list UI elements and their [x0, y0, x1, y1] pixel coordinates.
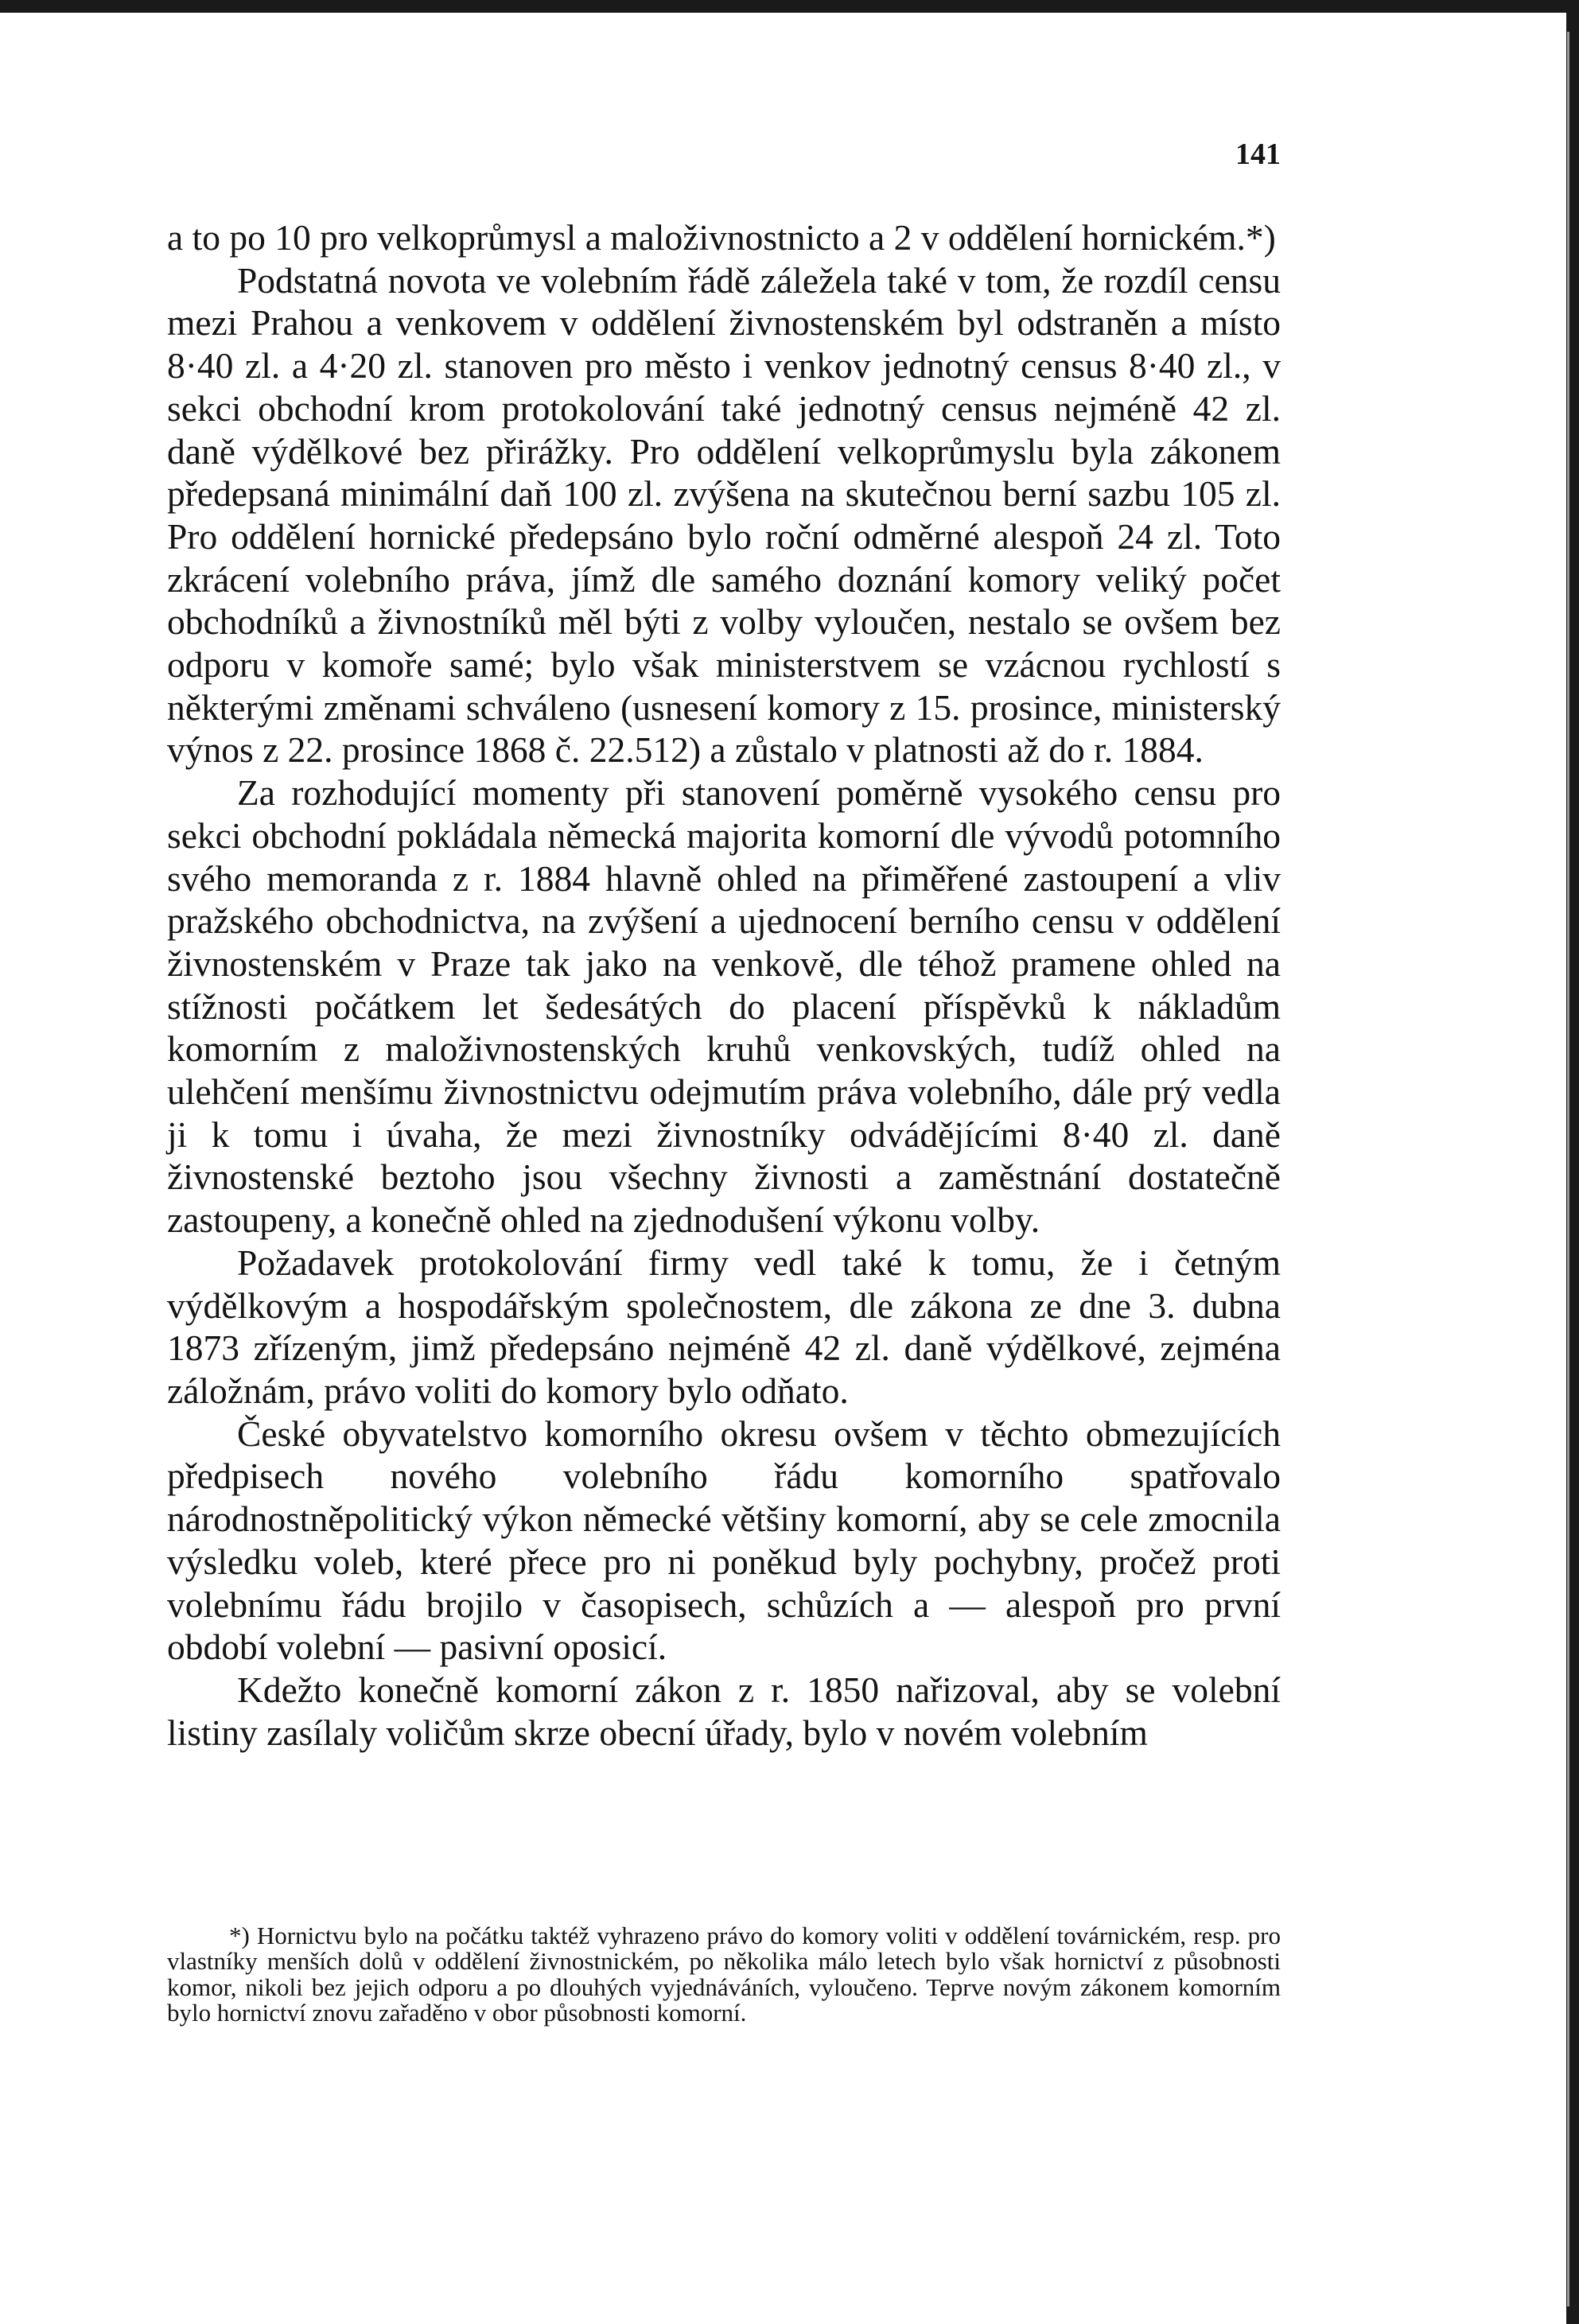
paragraph-czech-population: České obyvatelstvo komorního okresu ovšem v těchto obmezujících předpisech nového volebního řádu komorního spatřovalo národnostněpolitický výkon německé většiny komorní, aby se cele zmocnila výsledku voleb, které přece pro ni poněkud byly pochybny, pročež proti volebnímu řádu brojilo v časopisech, schůzích a — alespoň pro první období volební — pasivní oposicí.	[167, 1413, 1281, 1668]
paragraph-decisive-moments: Za rozhodující momenty při stanovení poměrně vysokého censu pro sekci obchodní pokládala německá majorita komorní dle vývodů potomního svého memoranda z r. 1884 hlavně ohled na přiměřené zastoupení a vliv pražského obchodnictva, na zvýšení a ujednocení berního censu v oddělení živnostenském v Praze tak jako na venkově, dle téhož pramene ohled na stížnosti počátkem let šedesátých do placení příspěvků k nákladům komorním z maloživnostenských kruhů venkovských, tudíž ohled na ulehčení menšímu živnostnictvu odejmutím práva volebního, dále prý vedla ji k tomu i úvaha, že mezi živnostníky odvádějícími 8·40 zl. daně živnostenské beztoho jsou všechny živnosti a zaměstnání dostatečně zastoupeny, a konečně ohled na zjednodušení výkonu volby.	[167, 772, 1281, 1241]
page-edge-line	[1567, 32, 1569, 2307]
paragraph-continuation: a to po 10 pro velkoprůmysl a maloživnostnicto a 2 v oddělení hornickém.*)	[167, 217, 1276, 258]
book-page	[167, 0, 1281, 2324]
footnotes	[167, 1923, 1281, 2027]
paragraph-electoral-lists: Kdežto konečně komorní zákon z r. 1850 nařizoval, aby se volební listiny zasílaly voličům skrze obecní úřady, bylo v novém volebním	[167, 1669, 1281, 1753]
paragraph-firm-registration: Požadavek protokolování firmy vedl také k tomu, že i četným výdělkovým a hospodářským společnostem, dle zákona ze dne 3. dubna 1873 zřízeným, jimž předepsáno nejméně 42 zl. daně výdělkové, zejména záložnám, právo voliti do komory bylo odňato.	[167, 1242, 1281, 1411]
paragraph-census-reform: Podstatná novota ve volebním řádě záležela také v tom, že rozdíl censu mezi Prahou a venkovem v oddělení živnostenském byl odstraněn a místo 8·40 zl. a 4·20 zl. stanoven pro město i venkov jednotný census 8·40 zl., v sekci obchodní krom protokolování také jednotný census nejméně 42 zl. daně výdělkové bez přirážky. Pro oddělení velkoprůmyslu byla zákonem předepsaná minimální daň 100 zl. zvýšena na skutečnou berní sazbu 105 zl. Pro oddělení hornické předepsáno bylo roční odměrné alespoň 24 zl. Toto zkrácení volebního práva, jímž dle samého doznání komory veliký počet obchodníků a živnostníků měl býti z volby vyloučen, nestalo se ovšem bez odporu v komoře samé; bylo však ministerstvem se vzácnou rychlostí s některými změnami schváleno (usnesení komory z 15. prosince, ministerský výnos z 22. prosince 1868 č. 22.512) a zůstalo v platnosti až do r. 1884.	[167, 259, 1281, 771]
page-number: 141	[1235, 138, 1281, 171]
body-text	[167, 216, 1281, 1754]
footnote-mining: *) Hornictvu bylo na počátku taktéž vyhrazeno právo do komory voliti v oddělení továrnickém, resp. pro vlastníky menších dolů v oddělení živnostnickém, po několika málo letech bylo však hornictví z působnosti komor, nikoli bez jejich odporu a po dlouhých vyjednáváních, vyloučeno. Teprve novým zákonem komorním bylo hornictví znovu zařaděno v obor působnosti komorní.	[167, 1922, 1281, 2027]
